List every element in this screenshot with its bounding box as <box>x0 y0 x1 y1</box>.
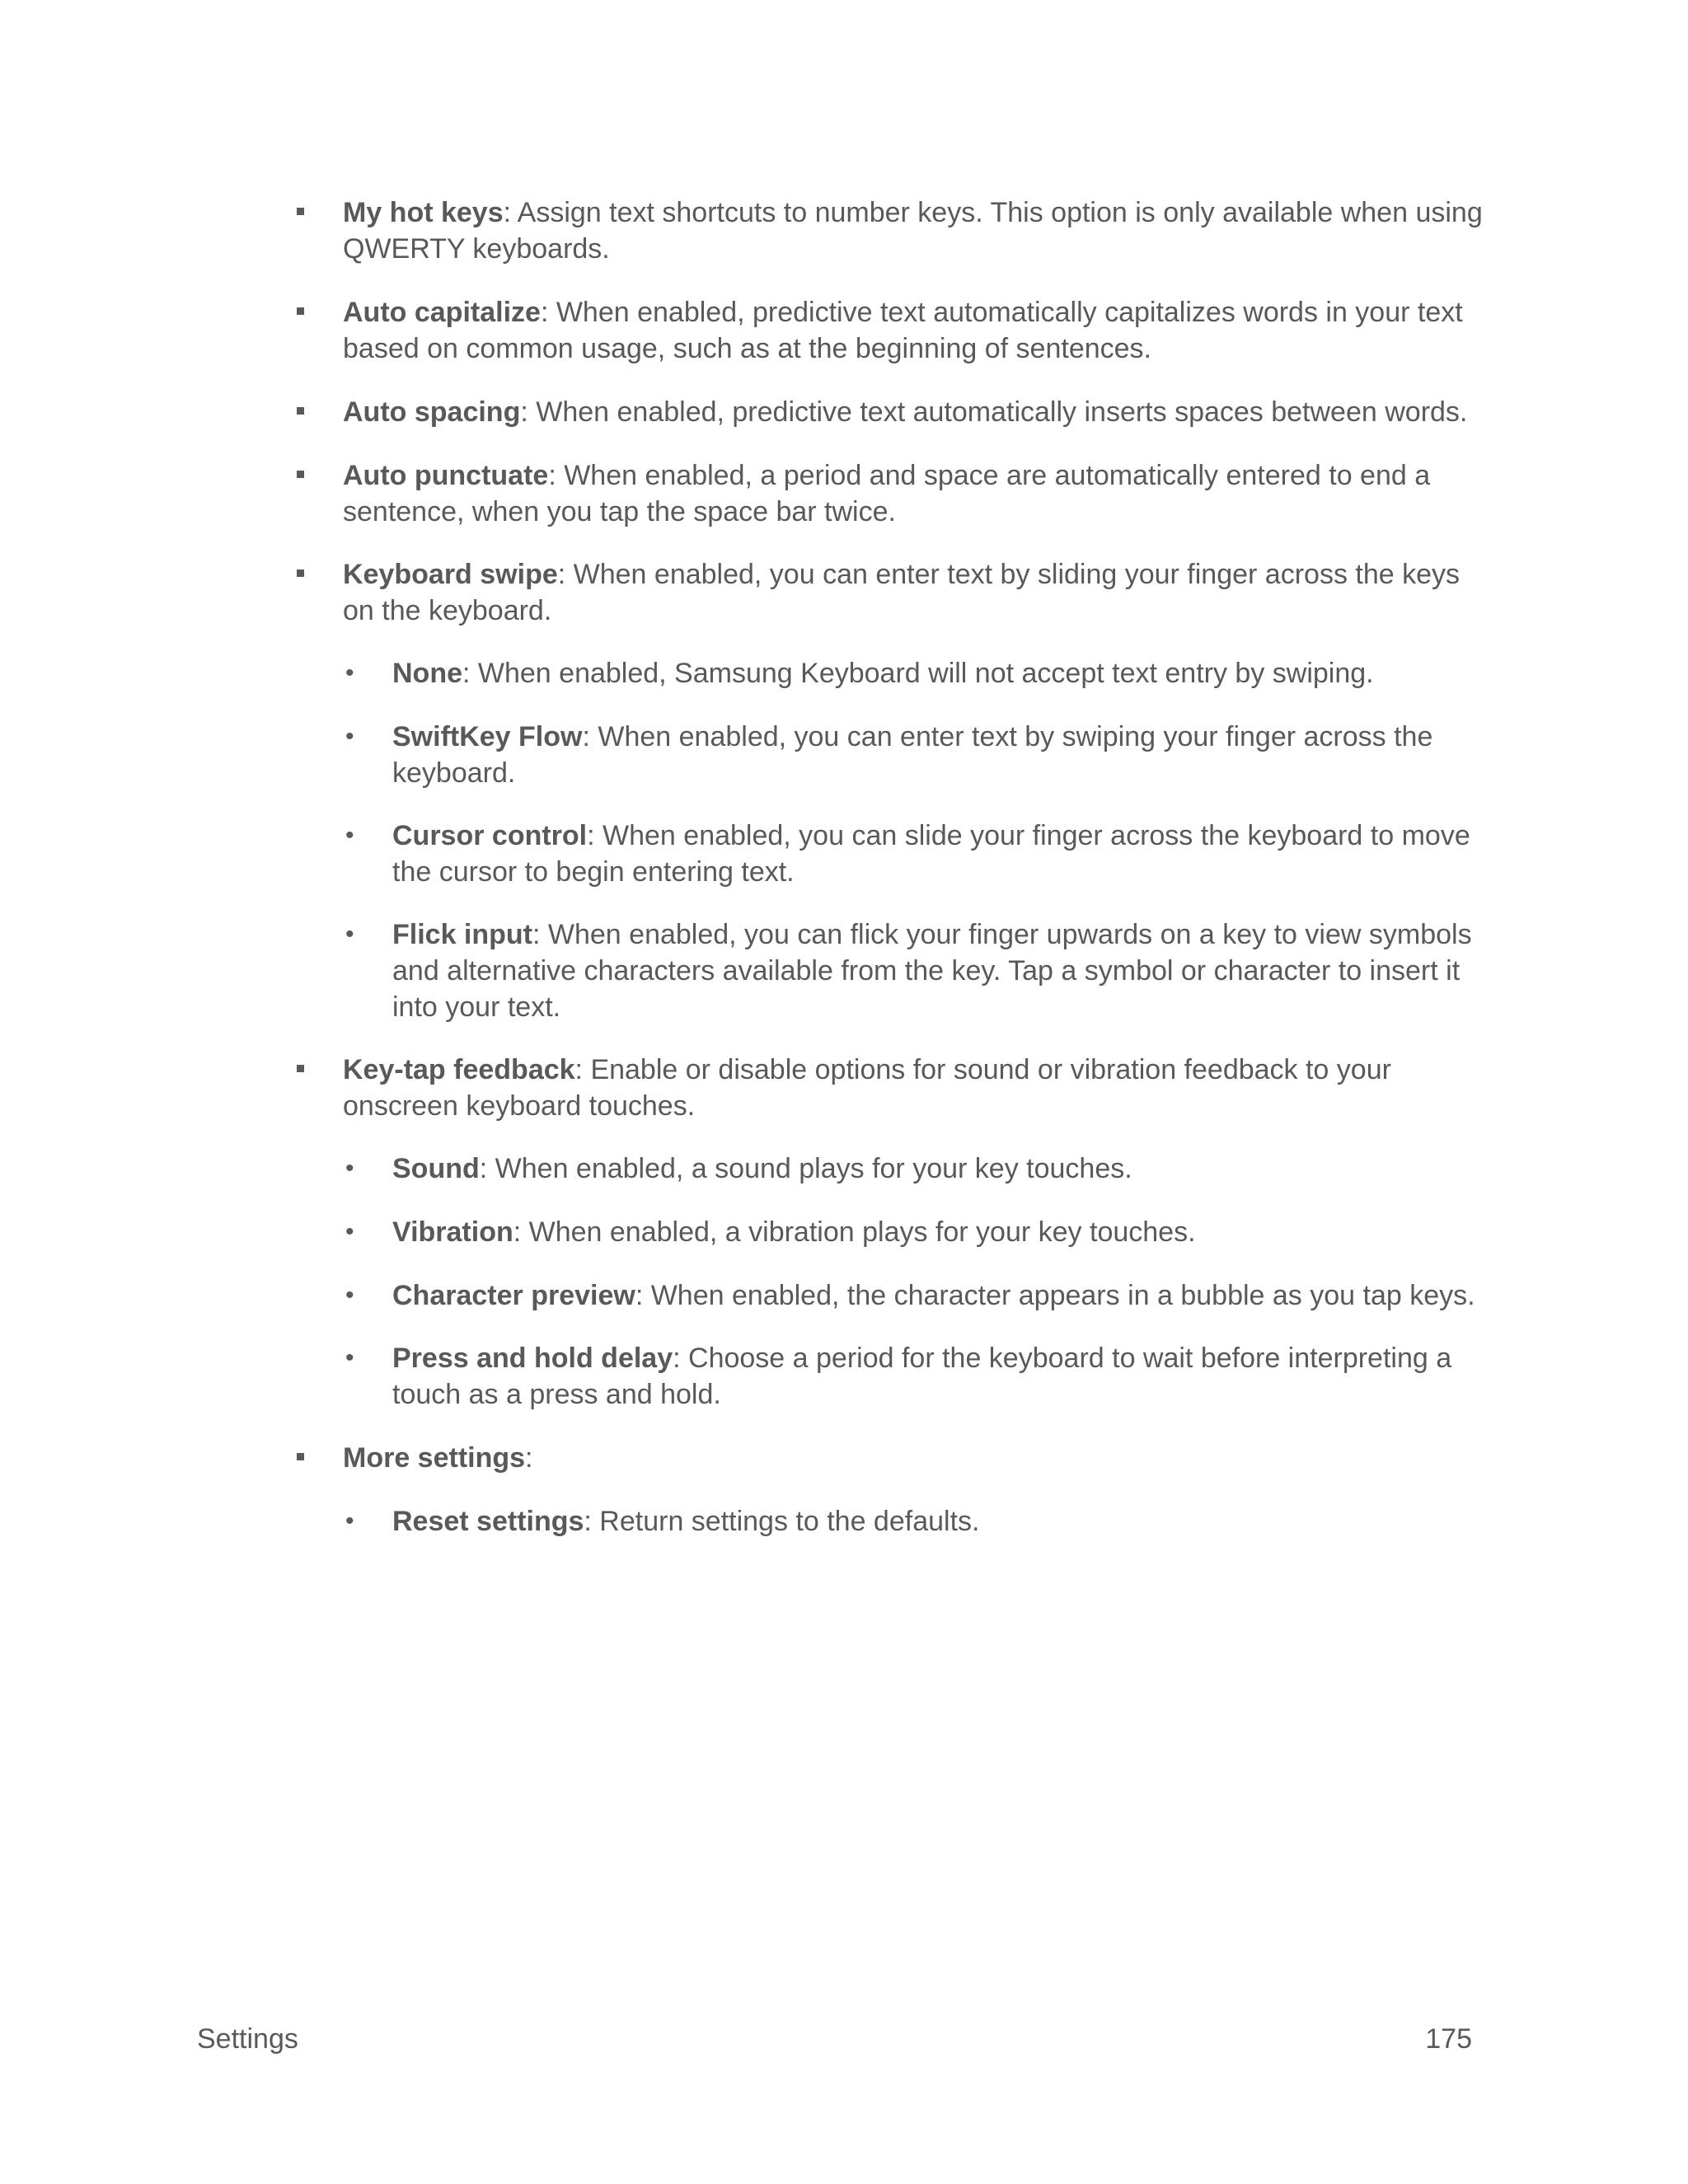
list-item <box>343 394 1489 430</box>
item-text: : Enable or disable options for sound or vibration feedback to your onscreen keyboard touches. <box>343 1054 1391 1122</box>
item-term: Character preview <box>392 1280 635 1311</box>
list-item <box>343 1440 1489 1476</box>
item-term: Key-tap feedback <box>343 1054 575 1085</box>
round-bullet-icon: • <box>345 1218 354 1245</box>
sub-list-item <box>345 818 1489 890</box>
item-text: : When enabled, you can flick your finger upwards on a key to view symbols and alternative characters available from the key. Tap a symbol or character to insert it into your text. <box>392 919 1472 1023</box>
item-term: Reset settings <box>392 1506 584 1537</box>
item-text: : Assign text shortcuts to number keys. This option is only available when using QWERTY keyboards. <box>343 197 1483 265</box>
item-text: : When enabled, the character appears in a bubble as you tap keys. <box>635 1280 1475 1311</box>
item-term: Vibration <box>392 1216 513 1248</box>
sub-list-item <box>345 916 1489 1025</box>
item-term: My hot keys <box>343 197 504 228</box>
square-bullet-icon <box>297 457 304 494</box>
sub-list-item <box>345 1214 1489 1250</box>
item-text: : Return settings to the defaults. <box>584 1506 980 1537</box>
round-bullet-icon: • <box>345 1344 354 1371</box>
square-bullet-icon <box>297 1052 304 1088</box>
list-item <box>343 294 1489 367</box>
item-text: : When enabled, a period and space are automatically entered to end a sentence, when you tap the space bar twice. <box>343 460 1431 527</box>
item-text: : When enabled, predictive text automatically inserts spaces between words. <box>520 396 1468 428</box>
footer-section-title: Settings <box>197 2023 298 2055</box>
round-bullet-icon: • <box>345 659 354 687</box>
sub-list-item <box>345 655 1489 691</box>
item-text: : Choose a period for the keyboard to wait before interpreting a touch as a press and hold. <box>392 1343 1452 1410</box>
item-text: : When enabled, predictive text automatically capitalizes words in your text based on common usage, such as at the beginning of sentences. <box>343 297 1463 364</box>
footer-page-number: 175 <box>1425 2023 1472 2055</box>
item-term: None <box>392 658 462 689</box>
round-bullet-icon: • <box>345 723 354 750</box>
square-bullet-icon <box>297 394 304 430</box>
round-bullet-icon: • <box>345 822 354 849</box>
square-bullet-icon <box>297 1440 304 1476</box>
item-term: Auto capitalize <box>343 297 541 328</box>
item-text: : <box>525 1442 533 1474</box>
round-bullet-icon: • <box>345 1507 354 1535</box>
item-term: Press and hold delay <box>392 1343 673 1374</box>
square-bullet-icon <box>297 194 304 231</box>
item-term: Flick input <box>392 919 532 950</box>
item-term: SwiftKey Flow <box>392 721 583 752</box>
item-term: Auto spacing <box>343 396 521 428</box>
item-text: : When enabled, a sound plays for your key touches. <box>479 1153 1132 1184</box>
round-bullet-icon: • <box>345 1282 354 1309</box>
sub-list-item <box>345 1277 1489 1314</box>
item-text: : When enabled, you can enter text by swiping your finger across the keyboard. <box>392 721 1433 789</box>
sub-list-item <box>345 1503 1489 1540</box>
item-text: : When enabled, Samsung Keyboard will not accept text entry by swiping. <box>462 658 1374 689</box>
round-bullet-icon: • <box>345 1155 354 1182</box>
item-term: Keyboard swipe <box>343 559 558 590</box>
item-text: : When enabled, you can enter text by sliding your finger across the keys on the keyboard. <box>343 559 1461 626</box>
sub-list-item <box>345 1151 1489 1187</box>
item-term: More settings <box>343 1442 526 1474</box>
item-text: : When enabled, you can slide your finger across the keyboard to move the cursor to begin entering text. <box>392 820 1470 888</box>
round-bullet-icon: • <box>345 921 354 948</box>
list-item <box>343 194 1489 267</box>
square-bullet-icon <box>297 294 304 330</box>
list-item <box>343 457 1489 530</box>
item-term: Cursor control <box>392 820 588 851</box>
sub-list-item <box>345 1340 1489 1413</box>
sub-list-item <box>345 719 1489 791</box>
item-text: : When enabled, a vibration plays for your key touches. <box>513 1216 1196 1248</box>
item-term: Sound <box>392 1153 480 1184</box>
square-bullet-icon <box>297 556 304 593</box>
item-term: Auto punctuate <box>343 460 549 491</box>
list-item <box>343 1052 1489 1124</box>
list-item <box>343 556 1489 629</box>
